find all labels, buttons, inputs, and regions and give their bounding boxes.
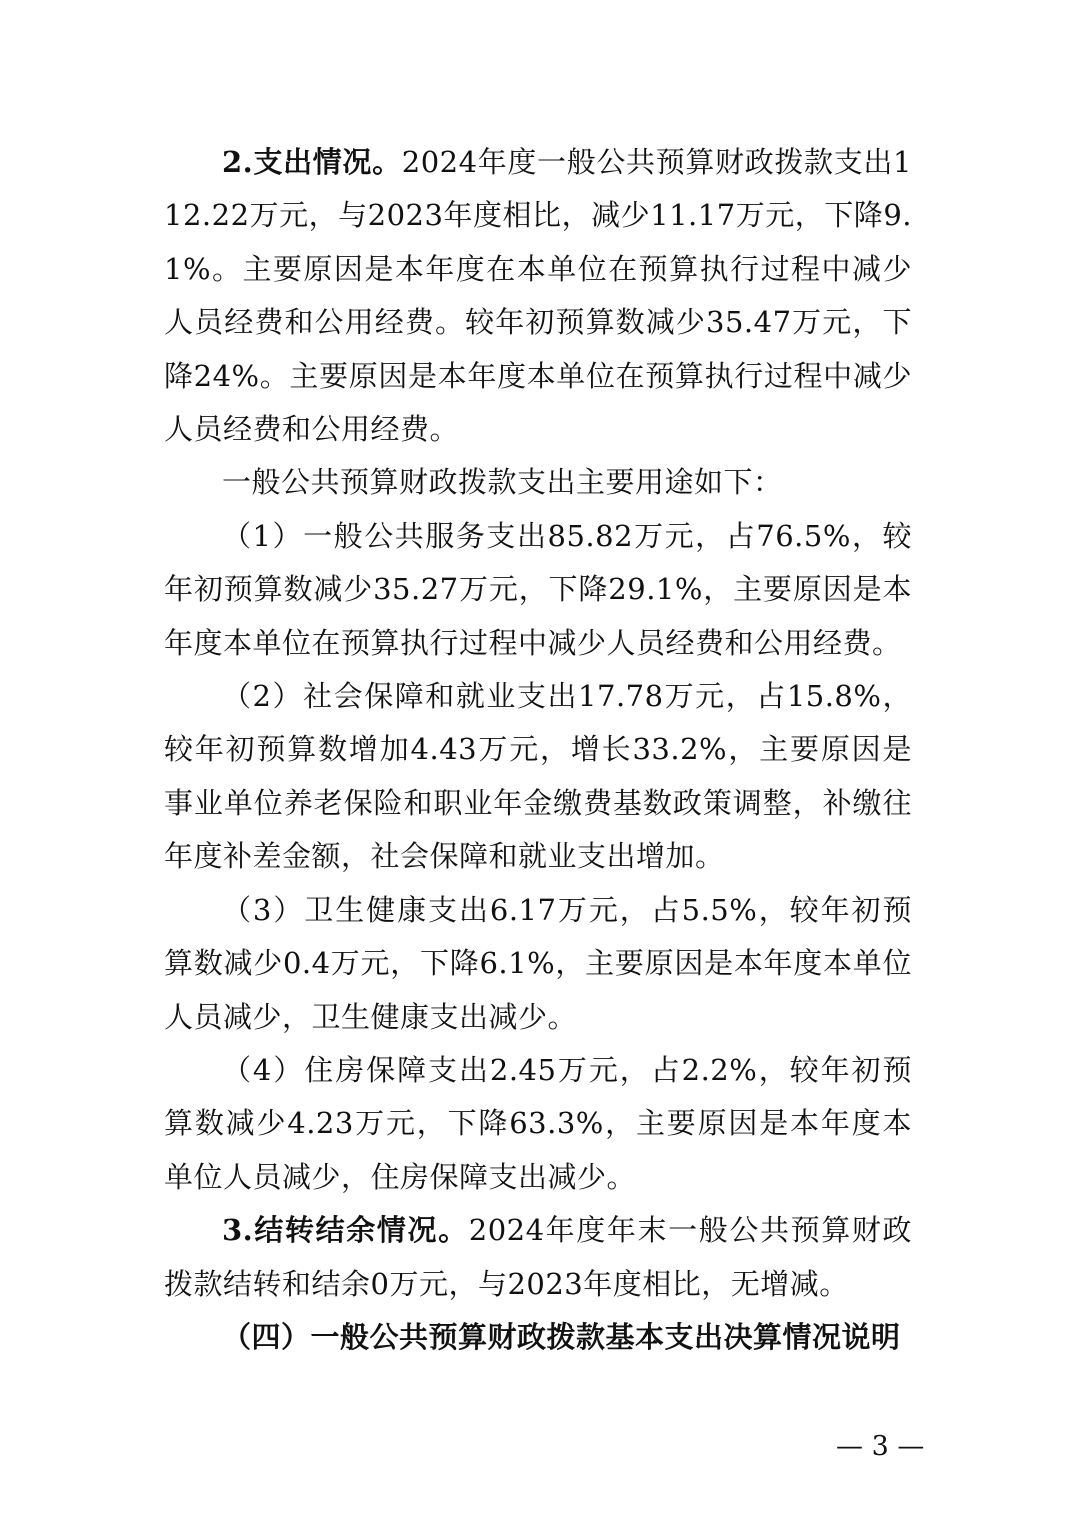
carryover-heading: 3.结转结余情况。 xyxy=(222,1213,469,1248)
paragraph-housing: （4）住房保障支出2.45万元，占2.2%，较年初预算数减少4.23万元，下降63.3%，主要原因是本年度本单位人员减少，住房保障支出减少。 xyxy=(164,1052,912,1194)
expenditure-text: 2024年度一般公共预算财政拨款支出112.22万元，与2023年度相比，减少11.17万元，下降9.1%。主要原因是本年度在本单位在预算执行过程中减少人员经费和公用经费。较年初预算数减少35.47万元，下降24%。主要原因是本年度本单位在预算执行过程中减少人员经费和公用经费。 xyxy=(164,145,912,447)
document-body xyxy=(164,136,912,1364)
paragraph-public-services: （1）一般公共服务支出85.82万元，占76.5%，较年初预算数减少35.27万元，下降29.1%，主要原因是本年度本单位在预算执行过程中减少人员经费和公用经费。 xyxy=(164,518,912,660)
paragraph-social-security: （2）社会保障和就业支出17.78万元，占15.8%，较年初预算数增加4.43万元，增长33.2%，主要原因是事业单位养老保险和职业年金缴费基数政策调整，补缴往年度补差金额，社会保障和就业支出增加。 xyxy=(164,679,912,874)
carryover-text: 2024年度年末一般公共预算财政拨款结转和结余0万元，与2023年度相比，无增减。 xyxy=(164,1213,912,1301)
section-heading: （四）一般公共预算财政拨款基本支出决算情况说明 xyxy=(222,1319,901,1354)
paragraph-expenditure xyxy=(164,136,912,456)
expenditure-heading: 2.支出情况。 xyxy=(222,145,402,179)
paragraph-usage-intro: 一般公共预算财政拨款支出主要用途如下： xyxy=(222,465,783,500)
page-number: — 3 — xyxy=(836,1431,925,1462)
paragraph-carryover xyxy=(164,1204,912,1311)
paragraph-health: （3）卫生健康支出6.17万元，占5.5%，较年初预算数减少0.4万元，下降6.1%，主要原因是本年度本单位人员减少，卫生健康支出减少。 xyxy=(164,892,912,1034)
